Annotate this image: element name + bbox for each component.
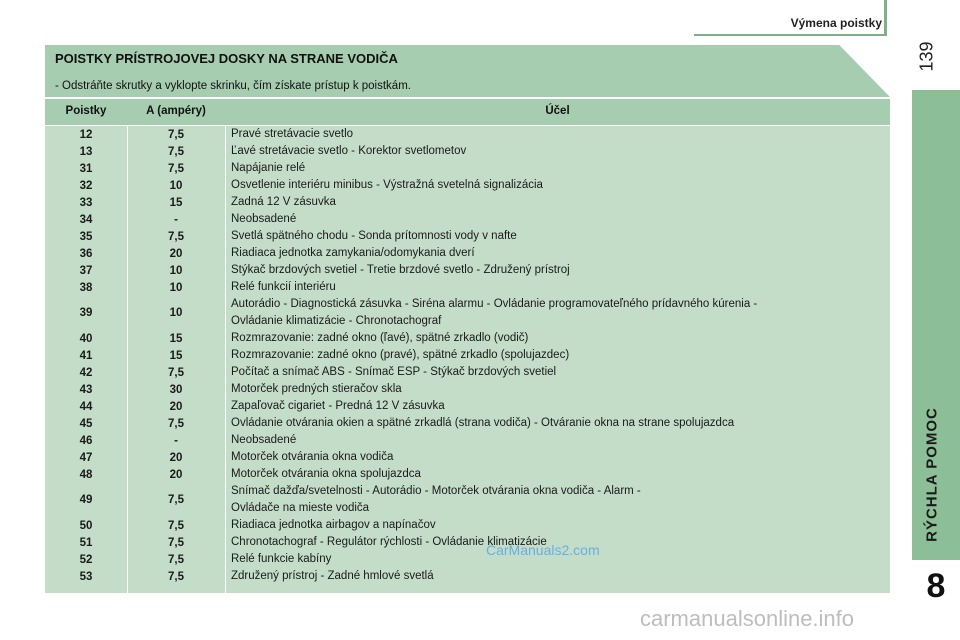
fuse-amperage: 15 xyxy=(169,349,183,362)
table-row xyxy=(45,364,890,381)
fuse-purpose-line: Relé funkcie kabíny xyxy=(231,553,332,565)
table-row xyxy=(45,296,890,330)
fuse-purpose-line: Snímač dažďa/svetelnosti - Autorádio - Motorček otvárania okna vodiča - Alarm - xyxy=(231,485,641,497)
fuse-purpose xyxy=(225,517,886,534)
fuse-purpose xyxy=(225,279,886,296)
fuse-number: 32 xyxy=(79,179,93,192)
table-row xyxy=(45,398,890,415)
fuse-purpose xyxy=(225,330,886,347)
table-row xyxy=(45,177,890,194)
fuse-number: 41 xyxy=(79,349,93,362)
fuse-purpose-line: Riadiaca jednotka airbagov a napínačov xyxy=(231,519,436,531)
header-amps: A (ampéry) xyxy=(146,105,206,117)
fuse-purpose-line: Zapaľovač cigariet - Predná 12 V zásuvka xyxy=(231,400,445,412)
fuse-amperage: - xyxy=(174,434,178,447)
fuse-purpose-line: Relé funkcií interiéru xyxy=(231,281,336,293)
header-tick xyxy=(884,0,887,36)
fuse-amperage: 7,5 xyxy=(168,128,184,141)
fuse-number: 33 xyxy=(79,196,93,209)
table-row xyxy=(45,466,890,483)
fuse-amperage: 10 xyxy=(169,179,183,192)
fuse-number: 48 xyxy=(79,468,93,481)
fuse-table xyxy=(45,99,890,593)
fuse-number: 38 xyxy=(79,281,93,294)
section-title: POISTKY PRÍSTROJOVEJ DOSKY NA STRANE VODIČA xyxy=(55,51,398,66)
fuse-number: 47 xyxy=(79,451,93,464)
fuse-amperage: 20 xyxy=(169,451,183,464)
fuse-purpose-line: Chronotachograf - Regulátor rýchlosti - Ovládanie klimatizácie xyxy=(231,536,547,548)
table-body xyxy=(45,126,890,585)
fuse-purpose-line: Napájanie relé xyxy=(231,162,306,174)
fuse-purpose-line: Ľavé stretávacie svetlo - Korektor svetlometov xyxy=(231,145,467,157)
fuse-purpose-line: Neobsadené xyxy=(231,434,297,446)
fuse-purpose xyxy=(225,381,886,398)
fuse-purpose-line: Rozmrazovanie: zadné okno (pravé), spätné zrkadlo (spolujazdec) xyxy=(231,349,570,361)
header-fuse: Poistky xyxy=(65,105,107,117)
fuse-number: 52 xyxy=(79,553,93,566)
fuse-purpose xyxy=(225,483,886,517)
fuse-purpose xyxy=(225,177,886,194)
fuse-number: 51 xyxy=(79,536,93,549)
fuse-purpose-line: Stýkač brzdových svetiel - Tretie brzdové svetlo - Združený prístroj xyxy=(231,264,570,276)
header-purpose: Účel xyxy=(545,105,570,117)
running-title: Výmena poistky xyxy=(790,16,882,30)
fuse-purpose-line: Svetlá spätného chodu - Sonda prítomnosti vody v nafte xyxy=(231,230,517,242)
footer-logo: carmanualsonline.info xyxy=(640,606,855,631)
fuse-amperage: 10 xyxy=(169,264,183,277)
page-number: 139 xyxy=(916,41,937,72)
table-row xyxy=(45,432,890,449)
table-row xyxy=(45,126,890,143)
fuse-purpose-line: Autorádio - Diagnostická zásuvka - Siréna alarmu - Ovládanie programovateľného prídavného kúrenia - xyxy=(231,298,758,310)
fuse-number: 46 xyxy=(79,434,93,447)
fuse-amperage: 15 xyxy=(169,196,183,209)
table-row xyxy=(45,347,890,364)
fuse-amperage: 30 xyxy=(169,383,183,396)
fuse-purpose xyxy=(225,160,886,177)
fuse-purpose-line: Ovládače na mieste vodiča xyxy=(231,502,370,514)
table-row xyxy=(45,211,890,228)
fuse-amperage: 7,5 xyxy=(168,494,184,506)
fuse-number: 13 xyxy=(79,145,93,158)
fuse-number: 44 xyxy=(79,400,93,413)
fuse-purpose xyxy=(225,211,886,228)
fuse-purpose-line: Motorček predných stieračov skla xyxy=(231,383,402,395)
fuse-purpose xyxy=(225,398,886,415)
fuse-number: 35 xyxy=(79,230,93,243)
fuse-amperage: 15 xyxy=(169,332,183,345)
fuse-number: 36 xyxy=(79,247,93,260)
fuse-purpose-line: Neobsadené xyxy=(231,213,297,225)
table-row xyxy=(45,483,890,517)
table-row xyxy=(45,279,890,296)
table-row xyxy=(45,194,890,211)
fuse-number: 42 xyxy=(79,366,93,379)
fuse-number: 43 xyxy=(79,383,93,396)
fuse-amperage: 7,5 xyxy=(168,553,184,566)
table-row xyxy=(45,245,890,262)
fuse-amperage: 7,5 xyxy=(168,230,184,243)
fuse-purpose xyxy=(225,364,886,381)
fuse-amperage: - xyxy=(174,213,178,226)
table-row xyxy=(45,381,890,398)
fuse-amperage: 20 xyxy=(169,247,183,260)
chapter-label: RÝCHLA POMOC xyxy=(923,407,941,542)
fuse-purpose-line: Zadná 12 V zásuvka xyxy=(231,196,336,208)
fuse-amperage: 10 xyxy=(169,307,183,319)
fuse-purpose xyxy=(225,262,886,279)
fuse-amperage: 10 xyxy=(169,281,183,294)
chapter-number: 8 xyxy=(912,560,960,612)
fuse-number: 31 xyxy=(79,162,93,175)
fuse-number: 37 xyxy=(79,264,93,277)
fuse-purpose xyxy=(225,466,886,483)
fuse-purpose-line: Ovládanie klimatizácie - Chronotachograf xyxy=(231,315,442,327)
fuse-number: 50 xyxy=(79,519,93,532)
fuse-number: 53 xyxy=(79,570,93,583)
fuse-number: 49 xyxy=(79,494,93,506)
fuse-purpose xyxy=(225,126,886,143)
table-header xyxy=(45,99,890,126)
fuse-purpose-line: Rozmrazovanie: zadné okno (ľavé), spätné zrkadlo (vodič) xyxy=(231,332,529,344)
table-row xyxy=(45,534,890,551)
table-row xyxy=(45,228,890,245)
fuse-amperage: 7,5 xyxy=(168,145,184,158)
fuse-purpose xyxy=(225,245,886,262)
fuse-purpose xyxy=(225,432,886,449)
fuse-amperage: 7,5 xyxy=(168,536,184,549)
fuse-number: 39 xyxy=(79,307,93,319)
fuse-purpose xyxy=(225,296,886,330)
fuse-number: 34 xyxy=(79,213,93,226)
fuse-purpose-line: Združený prístroj - Zadné hmlové svetlá xyxy=(231,570,434,582)
fuse-purpose-line: Riadiaca jednotka zamykania/odomykania dverí xyxy=(231,247,475,259)
table-row xyxy=(45,449,890,466)
table-row xyxy=(45,262,890,279)
fuse-amperage: 20 xyxy=(169,400,183,413)
fuse-purpose xyxy=(225,449,886,466)
fuse-purpose-line: Osvetlenie interiéru minibus - Výstražná svetelná signalizácia xyxy=(231,179,543,191)
fuse-amperage: 7,5 xyxy=(168,417,184,430)
fuse-amperage: 7,5 xyxy=(168,519,184,532)
fuse-amperage: 7,5 xyxy=(168,162,184,175)
fuse-purpose xyxy=(225,568,886,585)
fuse-purpose xyxy=(225,347,886,364)
section-intro: - Odstráňte skrutky a vyklopte skrinku, čím získate prístup k poistkám. xyxy=(55,80,411,92)
watermark: CarManuals2.com xyxy=(486,542,600,558)
fuse-purpose xyxy=(225,415,886,432)
fuse-purpose-line: Pravé stretávacie svetlo xyxy=(231,128,354,140)
fuse-number: 45 xyxy=(79,417,93,430)
fuse-number: 12 xyxy=(79,128,93,141)
fuse-purpose-line: Motorček otvárania okna spolujazdca xyxy=(231,468,421,480)
table-row xyxy=(45,568,890,585)
fuse-number: 40 xyxy=(79,332,93,345)
table-row xyxy=(45,517,890,534)
fuse-purpose xyxy=(225,228,886,245)
table-row xyxy=(45,415,890,432)
fuse-amperage: 20 xyxy=(169,468,183,481)
fuse-purpose xyxy=(225,194,886,211)
fuse-amperage: 7,5 xyxy=(168,570,184,583)
fuse-purpose-line: Ovládanie otvárania okien a spätné zrkadlá (strana vodiča) - Otváranie okna na strane spolujazdca xyxy=(231,417,735,429)
table-row xyxy=(45,143,890,160)
fuse-purpose xyxy=(225,143,886,160)
header-rule xyxy=(694,34,886,36)
table-row xyxy=(45,330,890,347)
fuse-amperage: 7,5 xyxy=(168,366,184,379)
fuse-purpose-line: Počítač a snímač ABS - Snímač ESP - Stýkač brzdových svetiel xyxy=(231,366,557,378)
table-row xyxy=(45,160,890,177)
table-row xyxy=(45,551,890,568)
fuse-purpose-line: Motorček otvárania okna vodiča xyxy=(231,451,394,463)
